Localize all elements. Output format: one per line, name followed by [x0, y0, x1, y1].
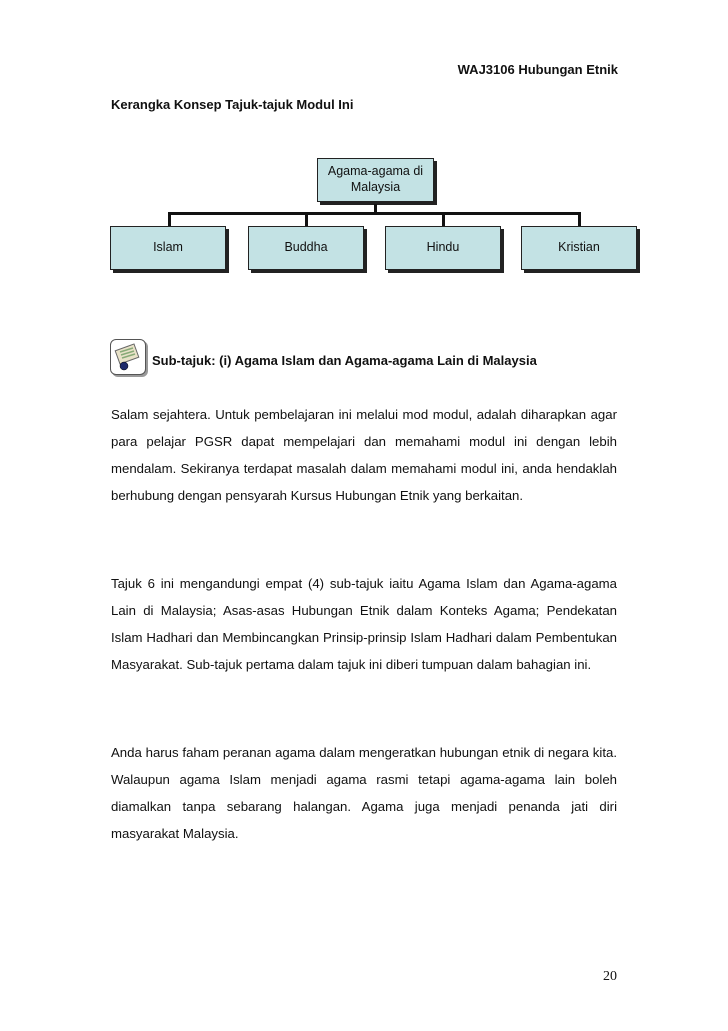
page-number: 20 [603, 969, 617, 984]
connector-hindu [442, 212, 445, 227]
reading-icon [110, 339, 146, 375]
diagram-child-islam: Islam [110, 226, 226, 270]
paragraph-3: Anda harus faham peranan agama dalam mengeratkan hubungan etnik di negara kita. Walaupun agama Islam menjadi agama rasmi tetapi agama-agama lain boleh diamalkan tanpa sebarang halangan. Agama juga menjadi penanda jati diri masyarakat Malaysia. [111, 745, 617, 841]
running-header: WAJ3106 Hubungan Etnik [457, 62, 618, 77]
diagram-child-kristian: Kristian [521, 226, 637, 270]
paragraph-2: Tajuk 6 ini mengandungi empat (4) sub-tajuk iaitu Agama Islam dan Agama-agama Lain di Malaysia; Asas-asas Hubungan Etnik dalam Konteks Agama; Pendekatan Islam Hadhari dan Membincangkan Prinsip-prinsip Islam Hadhari dalam Pembentukan Masyarakat. Sub-tajuk pertama dalam tajuk ini diberi tumpuan dalam bahagian ini. [111, 576, 617, 672]
diagram-root-box: Agama-agama di Malaysia [317, 158, 434, 202]
connector-islam [168, 212, 171, 227]
paragraph-1: Salam sejahtera. Untuk pembelajaran ini melalui mod modul, adalah diharapkan agar para pelajar PGSR dapat mempelajari dan memahami modul ini dengan lebih mendalam. Sekiranya terdapat masalah dalam memahami modul ini, anda hendaklah berhubung dengan pensyarah Kursus Hubungan Etnik yang berkaitan. [111, 407, 617, 503]
diagram-child-buddha: Buddha [248, 226, 364, 270]
connector-buddha [305, 212, 308, 227]
connector-kristian [578, 212, 581, 227]
section-title: Kerangka Konsep Tajuk-tajuk Modul Ini [111, 97, 354, 112]
reading-icon-graphic [111, 340, 145, 374]
connector-horizontal [168, 212, 580, 215]
subtajuk-title: Sub-tajuk: (i) Agama Islam dan Agama-agama Lain di Malaysia [152, 353, 537, 368]
diagram-child-hindu: Hindu [385, 226, 501, 270]
